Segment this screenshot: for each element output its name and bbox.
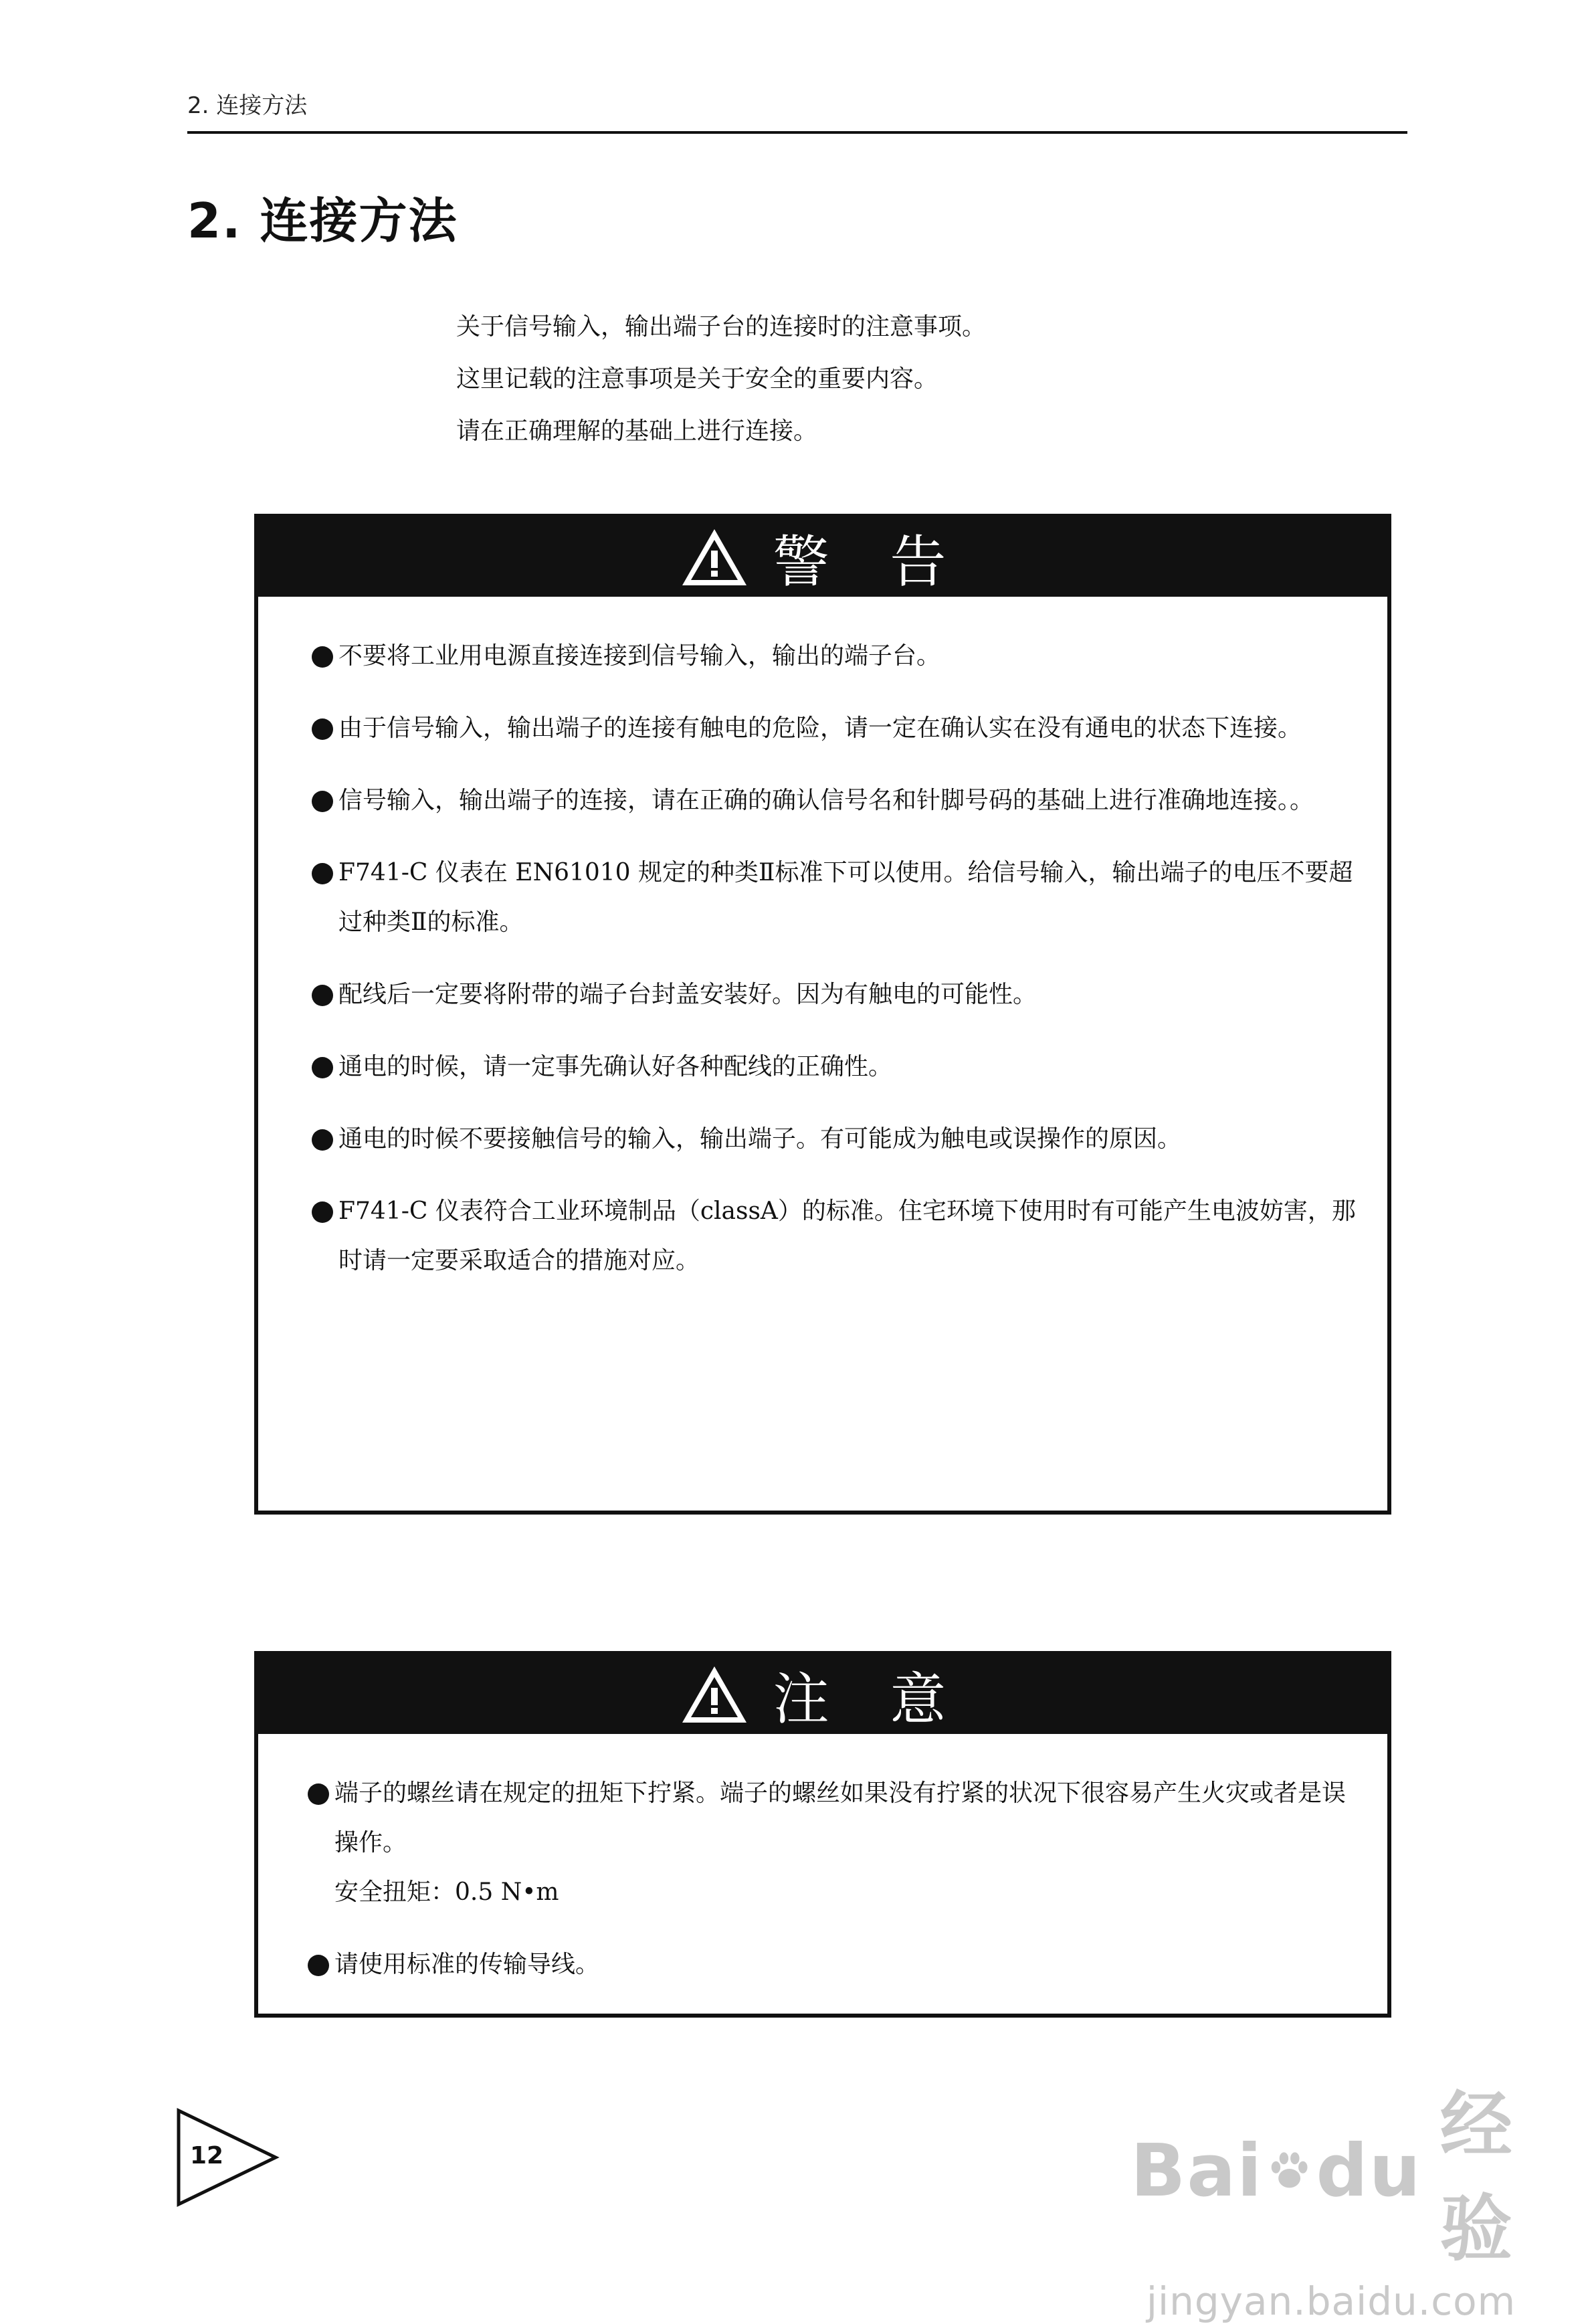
warning-box	[254, 514, 1391, 1515]
warning-triangle-icon	[678, 525, 751, 589]
caution-box	[254, 1651, 1391, 2018]
list-item	[312, 848, 1358, 947]
list-item	[312, 632, 1358, 681]
list-item-text: 配线后一定要将附带的端子台封盖安装好。因为有触电的可能性。	[338, 981, 1037, 1008]
warning-list	[258, 597, 1387, 1286]
page-number: 12	[190, 2142, 224, 2169]
warning-triangle-icon	[678, 1662, 751, 1727]
list-item-text: 由于信号输入，输出端子的连接有触电的危险，请一定在确认实在没有通电的状态下连接。	[338, 714, 1302, 742]
bullet-icon	[308, 1955, 329, 1976]
page-title: 2. 连接方法	[187, 193, 458, 249]
baidu-watermark	[1130, 2067, 1532, 2324]
watermark-brand-suffix: du	[1316, 2129, 1422, 2213]
caution-list	[258, 1734, 1387, 1990]
list-item-text: 信号输入，输出端子的连接，请在正确的确认信号名和针脚号码的基础上进行准确地连接。。	[338, 787, 1314, 814]
bullet-icon	[312, 718, 333, 740]
warning-header	[258, 518, 1387, 597]
caution-title: 注 意	[773, 1666, 968, 1732]
intro-text	[456, 301, 986, 458]
watermark-url: jingyan.baidu.com	[1146, 2279, 1516, 2324]
torque-spec: 安全扭矩：0.5 N•m	[334, 1878, 559, 1906]
list-item-text: 端子的螺丝请在规定的扭矩下拧紧。端子的螺丝如果没有拧紧的状况下很容易产生火灾或者是误操作。	[334, 1779, 1347, 1856]
watermark-product: 经验	[1439, 2084, 1514, 2271]
bullet-icon	[312, 791, 333, 812]
list-item-text: 不要将工业用电源直接连接到信号输入，输出的端子台。	[338, 642, 941, 670]
bullet-icon	[312, 646, 333, 668]
header-rule	[187, 131, 1407, 134]
caution-header	[258, 1655, 1387, 1734]
list-item	[312, 970, 1358, 1020]
list-item-text: 请使用标准的传输导线。	[334, 1951, 600, 1978]
list-item	[312, 1042, 1358, 1092]
paw-icon	[1267, 2141, 1312, 2201]
list-item-text: 通电的时候，请一定事先确认好各种配线的正确性。	[338, 1053, 893, 1080]
list-item	[312, 776, 1358, 826]
bullet-icon	[308, 1783, 329, 1805]
watermark-logo	[1130, 2067, 1532, 2274]
list-item	[312, 1115, 1358, 1164]
bullet-icon	[312, 863, 333, 884]
intro-line: 关于信号输入，输出端子台的连接时的注意事项。	[456, 313, 987, 341]
page-number-tab	[175, 2107, 282, 2208]
list-item	[312, 704, 1358, 753]
running-header: 2. 连接方法	[187, 92, 308, 119]
bullet-icon	[312, 1129, 333, 1151]
warning-title: 警 告	[773, 528, 968, 595]
list-item	[312, 1187, 1358, 1286]
bullet-icon	[312, 1057, 333, 1078]
intro-line: 这里记载的注意事项是关于安全的重要内容。	[456, 365, 938, 393]
list-item-text: 通电的时候不要接触信号的输入，输出端子。有可能成为触电或误操作的原因。	[338, 1125, 1182, 1153]
intro-line: 请在正确理解的基础上进行连接。	[456, 417, 818, 445]
bullet-icon	[312, 985, 333, 1006]
list-item-text: F741-C 仪表在 EN61010 规定的种类Ⅱ标准下可以使用。给信号输入，输出端子的电压不要超过种类Ⅱ的标准。	[338, 859, 1353, 936]
list-item	[308, 1940, 1358, 1990]
list-item-text: F741-C 仪表符合工业环境制品（classA）的标准。住宅环境下使用时有可能产生电波妨害，那时请一定要采取适合的措施对应。	[338, 1197, 1356, 1274]
bullet-icon	[312, 1201, 333, 1223]
watermark-brand: Bai	[1130, 2129, 1264, 2213]
list-item	[308, 1769, 1358, 1917]
